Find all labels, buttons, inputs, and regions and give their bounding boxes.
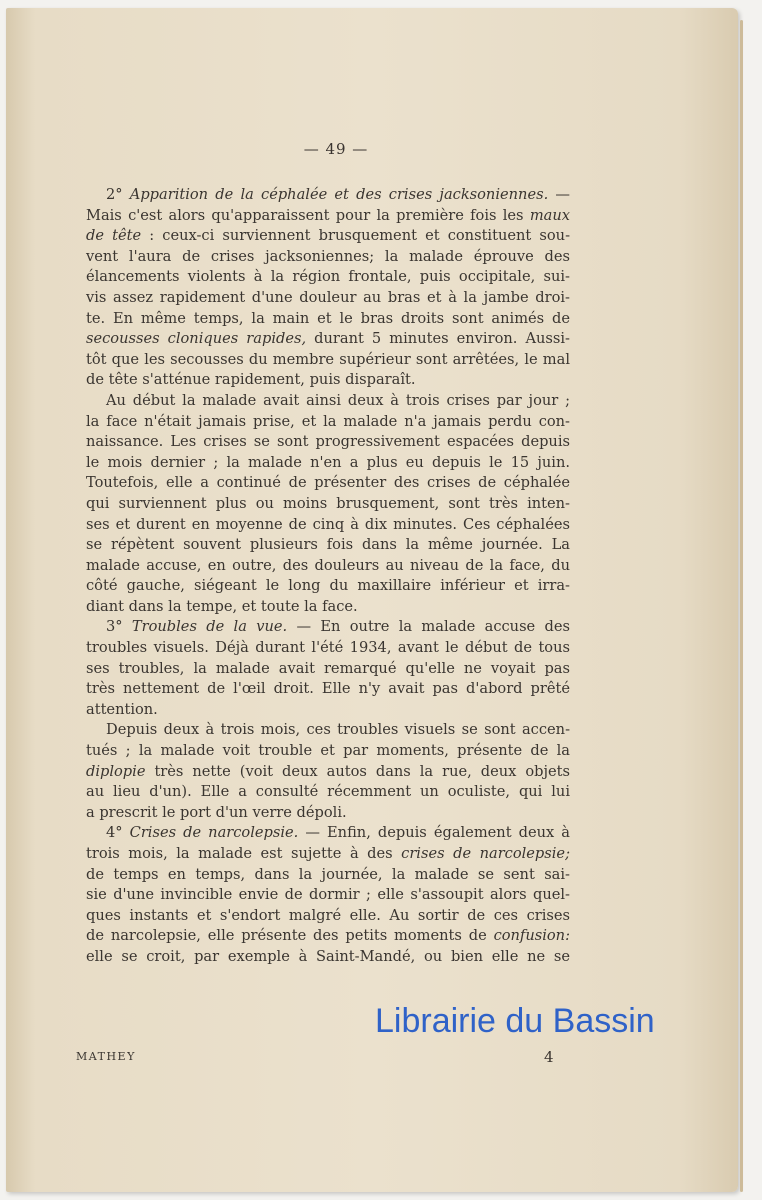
text-line — [86, 865, 570, 886]
text-line — [86, 576, 570, 597]
text-span: troubles visuels. Déjà durant l'été 1934, avant le début de tous — [86, 639, 570, 657]
text-span: côté gauche, siégeant le long du maxillaire inférieur et irra- — [86, 577, 570, 595]
text-line — [86, 206, 570, 227]
text-line — [86, 267, 570, 288]
page-edge — [740, 20, 743, 1192]
page-number: — 49 — — [303, 140, 369, 158]
italic-text: confusion: — [493, 927, 570, 945]
text-span: de tête s'atténue rapidement, puis disparaît. — [86, 371, 416, 389]
text-line — [86, 329, 570, 350]
italic-text: secousses cloniques rapides, — [86, 330, 307, 348]
text-span: la face n'était jamais prise, et la malade n'a jamais perdu con- — [86, 412, 570, 430]
text-span: le mois dernier ; la malade n'en a plus eu depuis le 15 juin. — [86, 453, 570, 471]
text-span: durant 5 minutes environ. Aussi- — [306, 330, 570, 348]
text-span: vis assez rapidement d'une douleur au bras et à la jambe droi- — [86, 288, 570, 306]
text-line — [86, 782, 570, 803]
text-span: — Enfin, depuis également deux à — [298, 824, 570, 842]
text-line — [86, 844, 570, 865]
text-line — [86, 226, 570, 247]
text-line — [86, 803, 570, 824]
text-span: a prescrit le port d'un verre dépoli. — [86, 803, 347, 821]
text-line — [86, 906, 570, 927]
text-span: te. En même temps, la main et le bras droits sont animés de — [86, 309, 570, 327]
text-span: au lieu d'un). Elle a consulté récemment un oculiste, qui lui — [86, 783, 570, 801]
text-span: malade accuse, en outre, des douleurs au niveau de la face, du — [86, 556, 570, 574]
text-line — [86, 453, 570, 474]
text-line — [86, 494, 570, 515]
text-line — [86, 370, 570, 391]
text-line — [86, 679, 570, 700]
text-line — [86, 720, 570, 741]
text-span: Au début la malade avait ainsi deux à trois crises par jour ; — [106, 391, 570, 409]
text-line — [86, 515, 570, 536]
text-span: tôt que les secousses du membre supérieur sont arrêtées, le mal — [86, 350, 570, 368]
text-span: 3° — [106, 618, 132, 636]
text-span: 2° — [106, 186, 130, 203]
text-line — [86, 535, 570, 556]
text-line — [86, 823, 570, 844]
text-span: elle se croit, par exemple à Saint-Mandé, ou bien elle ne se — [86, 947, 570, 965]
text-line — [86, 185, 570, 206]
text-line — [86, 350, 570, 371]
text-line — [86, 659, 570, 680]
text-span: très nette (voit deux autos dans la rue, deux objets — [145, 762, 570, 780]
text-span: — — [548, 186, 570, 203]
text-span: ses troubles, la malade avait remarqué qu'elle ne voyait pas — [86, 659, 570, 677]
italic-text: de tête — [86, 227, 142, 245]
italic-text: Apparition de la céphalée et des crises jacksoniennes. — [129, 186, 549, 203]
text-span: sie d'une invincible envie de dormir ; elle s'assoupit alors quel- — [86, 886, 570, 904]
text-line — [86, 597, 570, 618]
italic-text: crises de narcolepsie; — [401, 845, 570, 862]
watermark: Librairie du Bassin — [375, 1002, 655, 1040]
italic-text: Crises de narcolepsie. — [129, 824, 299, 842]
text-span: très nettement de l'œil droit. Elle n'y avait pas d'abord prêté — [86, 680, 570, 698]
text-line — [86, 288, 570, 309]
text-span: naissance. Les crises se sont progressivement espacées depuis — [86, 433, 570, 451]
text-span: diant dans la tempe, et toute la face. — [86, 597, 358, 615]
text-line — [86, 247, 570, 268]
italic-text: maux — [529, 206, 570, 224]
text-span: attention. — [86, 700, 158, 718]
text-line — [86, 885, 570, 906]
text-line — [86, 700, 570, 721]
text-span: se répètent souvent plusieurs fois dans la même journée. La — [86, 536, 570, 554]
text-span: de narcolepsie, elle présente des petits moments de — [86, 927, 494, 945]
text-line — [86, 309, 570, 330]
text-span: élancements violents à la région frontale, puis occipitale, sui- — [86, 268, 570, 286]
text-span: — En outre la malade accuse des — [287, 618, 570, 636]
text-span: vent l'aura de crises jacksoniennes; la malade éprouve des — [86, 247, 570, 265]
footer-author: MATHEY — [76, 1050, 136, 1063]
text-span: : ceux-ci surviennent brusquement et constituent sou- — [141, 227, 570, 245]
text-span: tués ; la malade voit trouble et par moments, présente de la — [86, 742, 570, 760]
text-span: de temps en temps, dans la journée, la malade se sent sai- — [86, 865, 570, 883]
text-span: ses et durent en moyenne de cinq à dix minutes. Ces céphalées — [86, 515, 570, 533]
text-span: 4° — [106, 824, 130, 842]
text-line — [86, 556, 570, 577]
footer-signature-mark: 4 — [544, 1048, 554, 1066]
body-text — [86, 185, 570, 968]
text-line — [86, 432, 570, 453]
italic-text: diplopie — [86, 762, 146, 780]
text-line — [86, 391, 570, 412]
text-span: ques instants et s'endort malgré elle. Au sortir de ces crises — [86, 906, 570, 924]
text-span: trois mois, la malade est sujette à des — [86, 845, 402, 862]
text-span: Depuis deux à trois mois, ces troubles visuels se sont accen- — [106, 721, 570, 739]
text-span: Mais c'est alors qu'apparaissent pour la première fois les — [86, 206, 530, 224]
text-line — [86, 947, 570, 968]
text-span: Toutefois, elle a continué de présenter des crises de céphalée — [86, 474, 570, 492]
text-line — [86, 926, 570, 947]
italic-text: Troubles de la vue. — [131, 618, 288, 636]
text-line — [86, 762, 570, 783]
text-line — [86, 412, 570, 433]
text-line — [86, 741, 570, 762]
text-line — [86, 638, 570, 659]
text-span: qui surviennent plus ou moins brusquement, sont très inten- — [86, 494, 570, 512]
text-line — [86, 617, 570, 638]
text-line — [86, 473, 570, 494]
